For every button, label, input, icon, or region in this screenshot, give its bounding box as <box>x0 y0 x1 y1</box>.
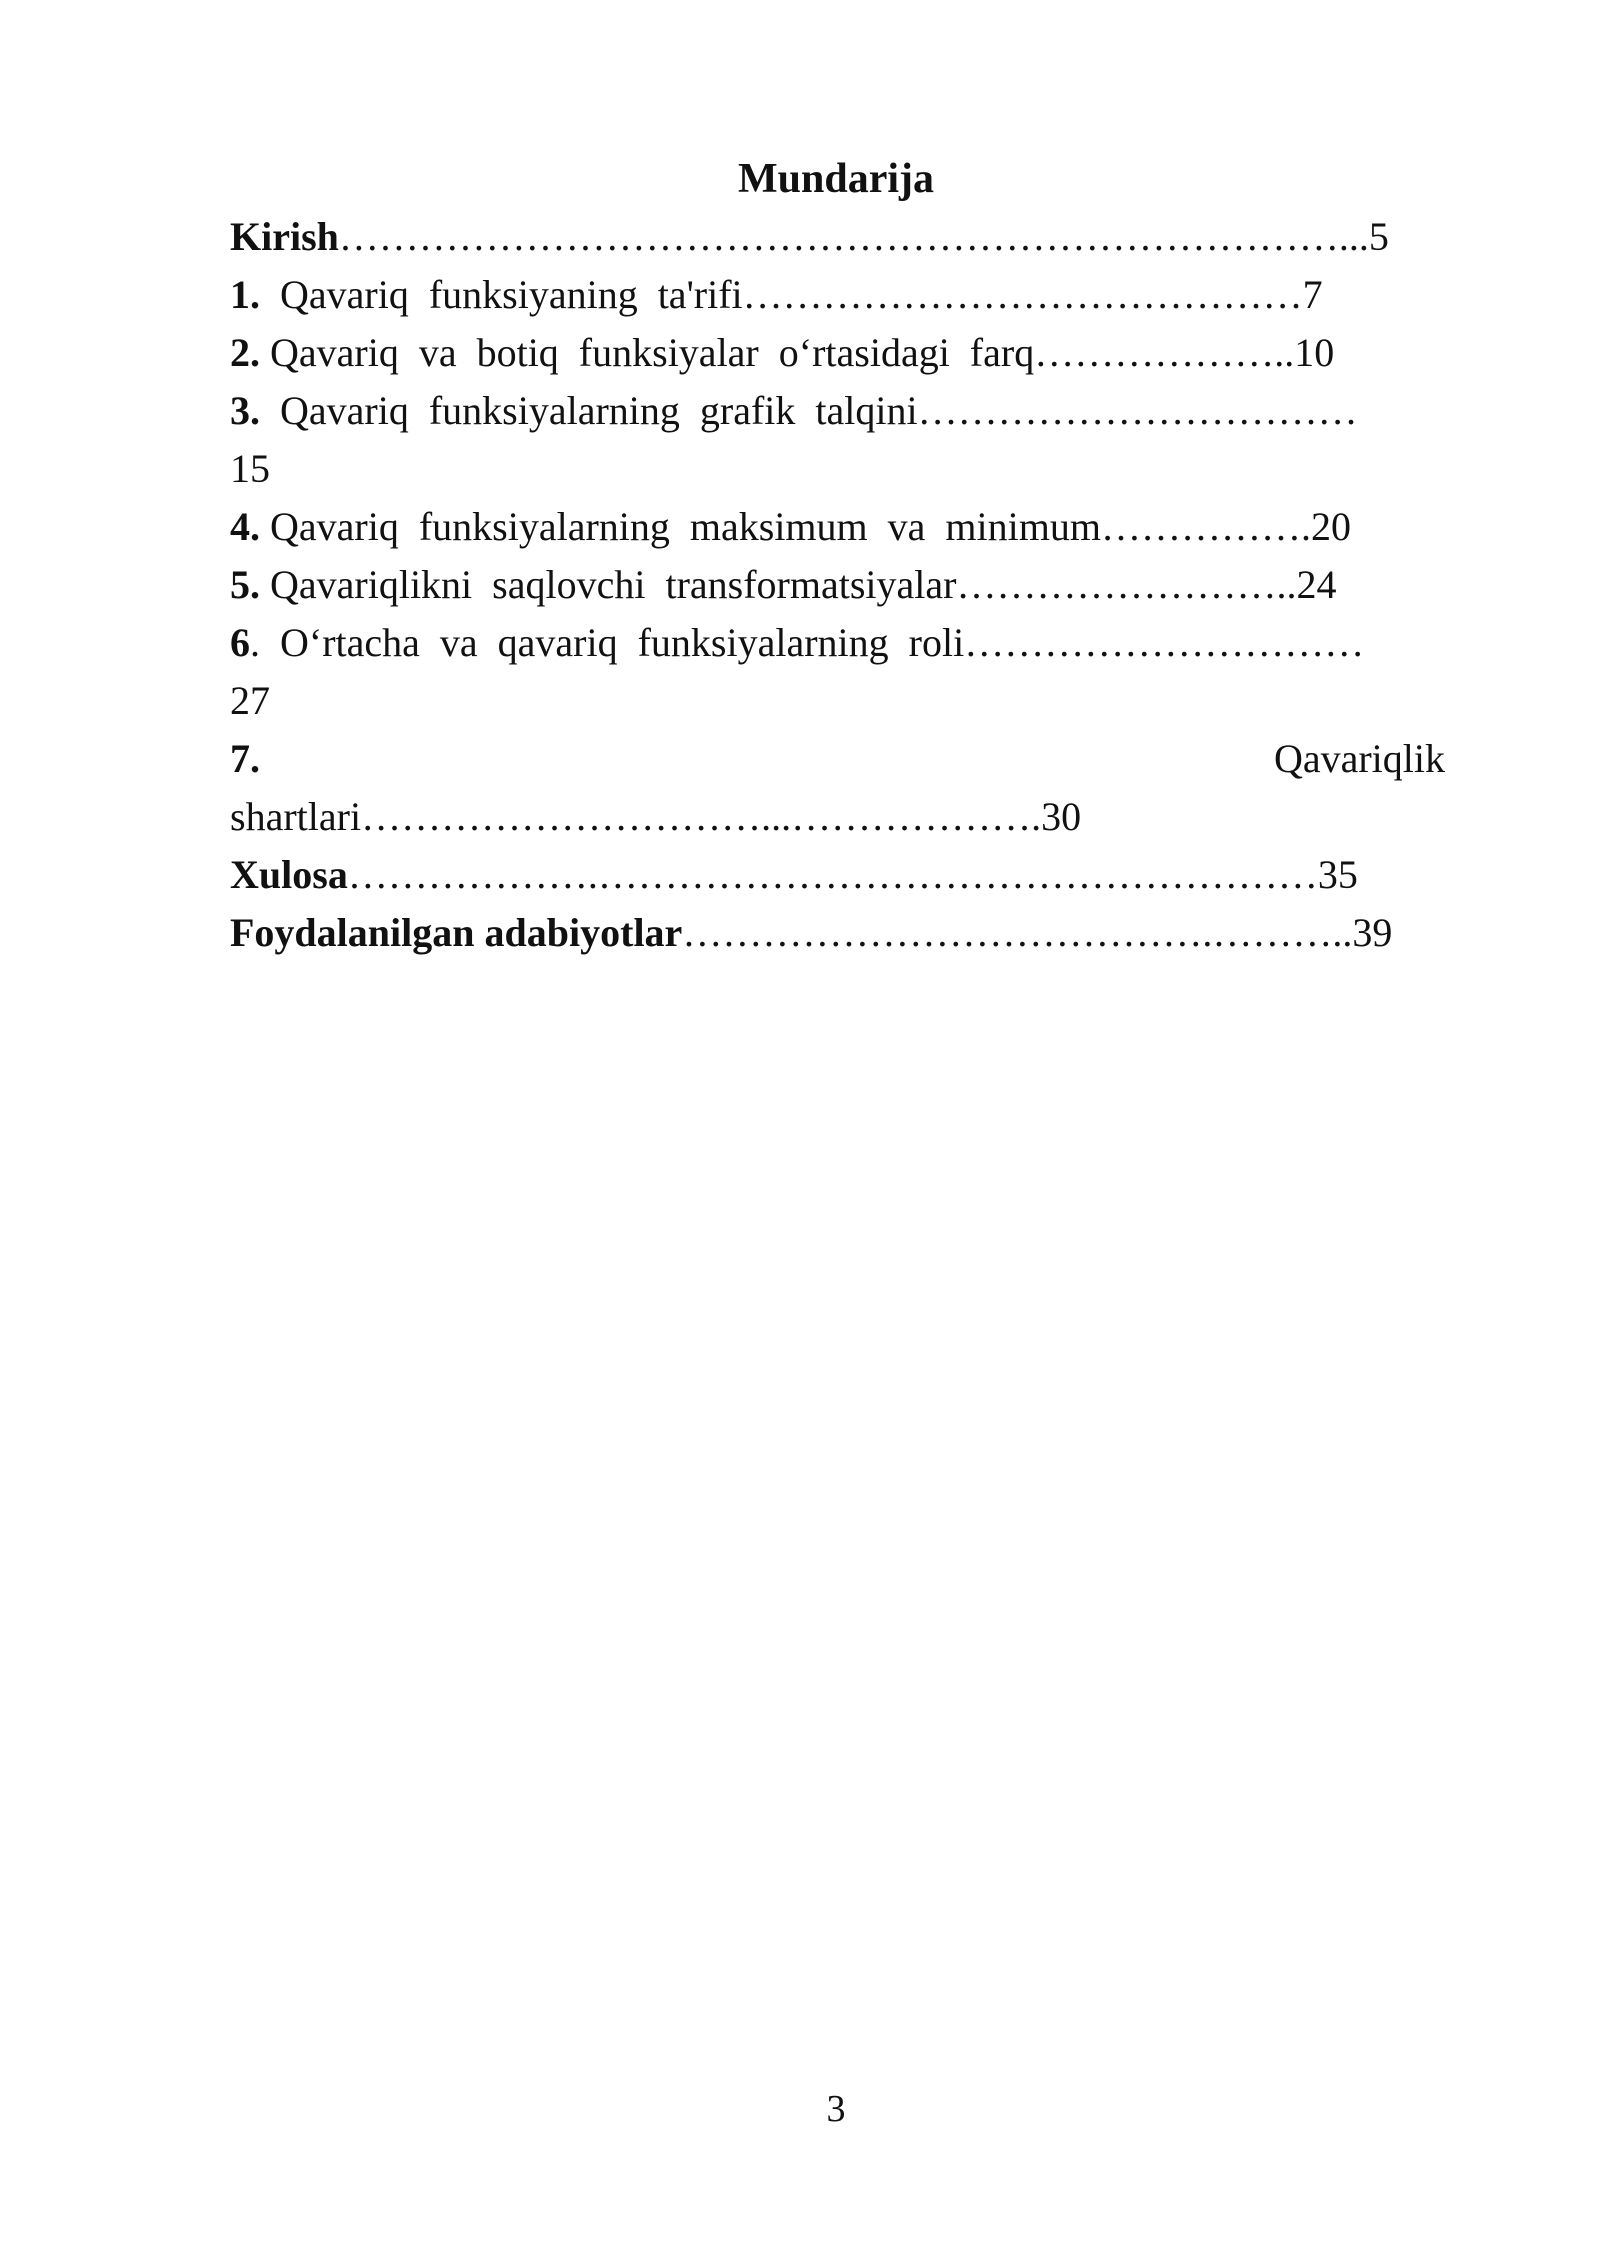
toc-leader-dots: ………………………………….……….. <box>682 910 1353 955</box>
toc-page-number: 24 <box>1296 562 1337 607</box>
toc-leader-dots: ……………….. <box>1034 330 1295 375</box>
toc-entry-5 <box>230 556 1445 614</box>
toc-entry-text-continued: shartlari <box>230 794 362 839</box>
toc-entry-label: Xulosa <box>230 852 348 897</box>
toc-entry-number: 3. <box>230 388 260 433</box>
toc-leader-dots: ……………….……………………………………………… <box>347 852 1318 897</box>
toc-leader-dots: ………………………… <box>964 620 1365 665</box>
toc-title: Mundarija <box>737 156 934 202</box>
toc-entry-4 <box>230 498 1445 556</box>
toc-leader-dots: ……………. <box>1100 504 1311 549</box>
toc-entry-6 <box>230 614 1445 672</box>
toc-entry-text: Qavariq funksiyalarning maksimum va minimum <box>270 504 1101 549</box>
toc-entry-text: Qavariq funksiyaning ta'rifi <box>280 272 743 317</box>
toc-leader-dots: …………………………………… <box>742 272 1303 317</box>
toc-leader-dots: …………………….. <box>956 562 1297 607</box>
toc-page-number: 5 <box>1368 214 1389 259</box>
toc-entry-7-cont <box>230 788 1445 846</box>
toc-entry-text: Qavariqlik <box>1273 736 1445 781</box>
toc-entry-number: 4. <box>230 504 260 549</box>
toc-entry-text: O‘rtacha va qavariq funksiyalarning roli <box>280 620 965 665</box>
toc-entry-text: Qavariq funksiyalarning grafik talqini <box>280 388 918 433</box>
toc-entry-2 <box>230 324 1445 382</box>
toc-page-number: 39 <box>1352 910 1393 955</box>
toc-leader-dots: …………………………...………………. <box>361 794 1042 839</box>
toc-entry-6-page <box>230 672 1445 730</box>
toc-entry-number: 6 <box>230 620 250 665</box>
page-number: 3 <box>826 2088 846 2130</box>
toc-entry-text: Qavariq va botiq funksiyalar o‘rtasidagi farq <box>270 330 1035 375</box>
toc-page-number: 30 <box>1041 794 1082 839</box>
toc-entry-number: 2. <box>230 330 260 375</box>
toc-entry-7 <box>230 730 1445 788</box>
toc-entry-label: Kirish <box>230 214 339 259</box>
table-of-contents <box>230 208 1445 962</box>
toc-leader-dots: …………………………… <box>917 388 1358 433</box>
toc-entry-1 <box>230 266 1445 324</box>
toc-page-number: 35 <box>1317 852 1358 897</box>
toc-entry-adabiyotlar <box>230 904 1445 962</box>
toc-entry-text: Qavariqlikni saqlovchi transformatsiyalar <box>270 562 957 607</box>
toc-page-number: 15 <box>230 446 270 491</box>
toc-page-number: 10 <box>1294 330 1335 375</box>
toc-entry-kirish <box>230 208 1445 266</box>
toc-page-number: 20 <box>1310 504 1351 549</box>
toc-page-number: 27 <box>230 678 270 723</box>
toc-entry-xulosa <box>230 846 1445 904</box>
toc-entry-number: 7. <box>230 736 260 781</box>
toc-page-number: 7 <box>1302 272 1323 317</box>
toc-entry-3-page <box>230 440 1445 498</box>
toc-entry-3 <box>230 382 1445 440</box>
toc-entry-label: Foydalanilgan adabiyotlar <box>230 910 683 955</box>
toc-entry-number: 1. <box>230 272 260 317</box>
toc-leader-dots: …………………………………………………………………... <box>338 214 1369 259</box>
toc-entry-number-suffix: . <box>250 620 260 665</box>
toc-entry-number: 5. <box>230 562 260 607</box>
